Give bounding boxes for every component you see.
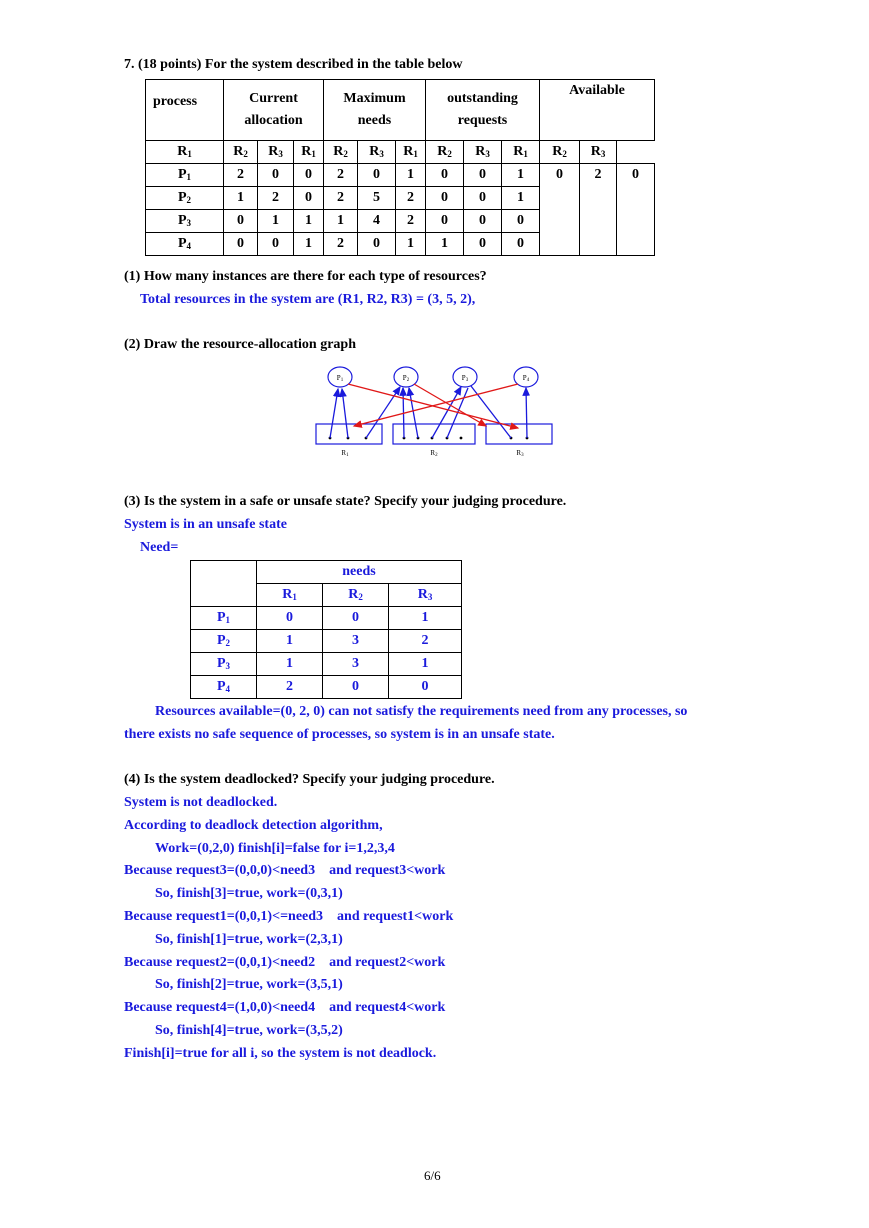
allocation-header: Current allocation xyxy=(224,80,324,141)
q4-line: Because request4=(1,0,0)<need4 and request4<work xyxy=(124,1000,446,1016)
max-need-cell: 2 xyxy=(324,164,358,187)
max-need-cell: 5 xyxy=(358,187,396,210)
request-cell: 1 xyxy=(502,187,540,210)
allocation-cell: 0 xyxy=(258,233,294,256)
process-cell: $P_4$ xyxy=(146,233,224,256)
resource-col-header: $R_2$ xyxy=(540,141,580,164)
assignment-edges xyxy=(330,386,527,438)
process-header: process xyxy=(146,80,224,141)
process-label-p4: P4 xyxy=(522,374,530,383)
max-needs-header: Maximum needs xyxy=(324,80,426,141)
allocation-cell: 1 xyxy=(224,187,258,210)
request-cell: 0 xyxy=(464,187,502,210)
need-process-cell: $P_3$ xyxy=(191,653,257,676)
resource-instances xyxy=(329,437,529,440)
need-value-cell: 1 xyxy=(257,630,323,653)
question-heading: 7. (18 points) For the system described in the table below xyxy=(124,57,463,72)
resource-col-header: $R_1$ xyxy=(146,141,224,164)
need-value-cell: 2 xyxy=(257,676,323,699)
resource-col-header: $R_3$ xyxy=(464,141,502,164)
need-value-cell: 0 xyxy=(389,676,462,699)
need-label: Need= xyxy=(140,540,179,555)
requests-header: outstanding requests xyxy=(426,80,540,141)
q4-line: Because request2=(0,0,1)<need2 and request2<work xyxy=(124,954,446,970)
need-value-cell: 3 xyxy=(323,630,389,653)
resource-label-r3: R3 xyxy=(516,449,524,458)
resource-label-r2: R2 xyxy=(430,449,438,458)
need-resource-header: $R_3$ xyxy=(389,584,462,607)
table-row xyxy=(191,653,462,676)
need-value-cell: 1 xyxy=(257,653,323,676)
q4-line: Because request1=(0,0,1)<=need3 and request1<work xyxy=(124,909,454,924)
allocation-cell: 1 xyxy=(294,210,324,233)
available-header: Available xyxy=(540,80,655,141)
allocation-cell: 0 xyxy=(294,187,324,210)
max-need-cell: 2 xyxy=(396,210,426,233)
allocation-cell: 1 xyxy=(258,210,294,233)
request-cell: 0 xyxy=(502,210,540,233)
need-process-cell: $P_1$ xyxy=(191,607,257,630)
table-row xyxy=(191,630,462,653)
max-need-cell: 4 xyxy=(358,210,396,233)
request-cell: 0 xyxy=(464,210,502,233)
resource-col-header: $R_1$ xyxy=(294,141,324,164)
need-process-cell: $P_4$ xyxy=(191,676,257,699)
resource-col-header: $R_1$ xyxy=(396,141,426,164)
max-need-cell: 2 xyxy=(324,233,358,256)
resource-col-header: $R_2$ xyxy=(224,141,258,164)
allocation-table xyxy=(145,79,655,256)
request-cell: 0 xyxy=(426,187,464,210)
q4-line: So, finish[3]=true, work=(0,3,1) xyxy=(155,886,343,902)
need-value-cell: 3 xyxy=(323,653,389,676)
table-row xyxy=(191,676,462,699)
request-cell: 0 xyxy=(502,233,540,256)
q2-question: (2) Draw the resource-allocation graph xyxy=(124,337,356,352)
q4-line: According to deadlock detection algorithm, xyxy=(124,817,383,833)
q3-answer: System is in an unsafe state xyxy=(124,517,287,532)
q3-question: (3) Is the system in a safe or unsafe state? Specify your judging procedure. xyxy=(124,494,567,509)
allocation-cell: 0 xyxy=(224,210,258,233)
max-need-cell: 1 xyxy=(396,164,426,187)
request-cell: 0 xyxy=(464,233,502,256)
q3-explanation-2: there exists no safe sequence of processes, so system is in an unsafe state. xyxy=(124,727,555,742)
q1-answer: Total resources in the system are (R1, R2, R3) = (3, 5, 2), xyxy=(140,292,476,307)
need-resource-header: $R_2$ xyxy=(323,584,389,607)
need-corner-cell xyxy=(191,561,257,607)
q1-question: (1) How many instances are there for each type of resources? xyxy=(124,269,487,284)
resource-col-header: $R_3$ xyxy=(580,141,617,164)
q4-line: System is not deadlocked. xyxy=(124,795,278,810)
request-edges xyxy=(348,384,518,428)
need-value-cell: 1 xyxy=(389,653,462,676)
allocation-cell: 2 xyxy=(258,187,294,210)
process-cell: $P_3$ xyxy=(146,210,224,233)
process-cell: $P_1$ xyxy=(146,164,224,187)
resource-col-header: $R_2$ xyxy=(426,141,464,164)
need-value-cell: 1 xyxy=(389,607,462,630)
q4-line: So, finish[1]=true, work=(2,3,1) xyxy=(155,931,343,947)
request-cell: 1 xyxy=(502,164,540,187)
max-need-cell: 1 xyxy=(396,233,426,256)
available-cell: 0 xyxy=(540,164,580,256)
request-cell: 0 xyxy=(464,164,502,187)
process-label-p3: P3 xyxy=(461,374,469,383)
resource-col-header: $R_3$ xyxy=(358,141,396,164)
available-cell: 2 xyxy=(580,164,617,256)
allocation-cell: 0 xyxy=(294,164,324,187)
q4-line: Because request3=(0,0,0)<need3 and request3<work xyxy=(124,863,446,879)
request-cell: 0 xyxy=(426,164,464,187)
table-row xyxy=(191,607,462,630)
max-need-cell: 0 xyxy=(358,164,396,187)
need-table xyxy=(190,560,462,699)
need-process-cell: $P_2$ xyxy=(191,630,257,653)
q4-line: So, finish[4]=true, work=(3,5,2) xyxy=(155,1023,343,1038)
q4-line: Work=(0,2,0) finish[i]=false for i=1,2,3,4 xyxy=(155,840,395,856)
q3-explanation-1: Resources available=(0, 2, 0) can not satisfy the requirements need from any processes, so xyxy=(155,704,688,719)
process-node-p3 xyxy=(453,367,477,387)
need-resource-header: $R_1$ xyxy=(257,584,323,607)
resource-box-r3 xyxy=(486,424,552,444)
page-number: 6/6 xyxy=(424,1168,441,1183)
available-cell: 0 xyxy=(617,164,655,256)
resource-allocation-graph xyxy=(300,358,570,468)
need-header: needs xyxy=(257,561,462,584)
table-row xyxy=(146,164,655,187)
allocation-cell: 0 xyxy=(258,164,294,187)
need-value-cell: 0 xyxy=(323,676,389,699)
resource-box-r1 xyxy=(316,424,382,444)
process-label-p2: P2 xyxy=(402,374,410,383)
request-cell: 0 xyxy=(426,210,464,233)
resource-col-header: $R_3$ xyxy=(258,141,294,164)
process-label-p1: P1 xyxy=(336,374,344,383)
need-value-cell: 0 xyxy=(257,607,323,630)
q4-line: Finish[i]=true for all i, so the system is not deadlock. xyxy=(124,1045,437,1061)
need-value-cell: 0 xyxy=(323,607,389,630)
max-need-cell: 0 xyxy=(358,233,396,256)
max-need-cell: 2 xyxy=(324,187,358,210)
max-need-cell: 1 xyxy=(324,210,358,233)
resource-col-header: $R_2$ xyxy=(324,141,358,164)
max-need-cell: 2 xyxy=(396,187,426,210)
allocation-cell: 0 xyxy=(224,233,258,256)
allocation-cell: 1 xyxy=(294,233,324,256)
allocation-cell: 2 xyxy=(224,164,258,187)
q4-line: So, finish[2]=true, work=(3,5,1) xyxy=(155,977,343,993)
request-cell: 1 xyxy=(426,233,464,256)
process-cell: $P_2$ xyxy=(146,187,224,210)
resource-col-header: $R_1$ xyxy=(502,141,540,164)
q4-question: (4) Is the system deadlocked? Specify your judging procedure. xyxy=(124,772,495,787)
need-value-cell: 2 xyxy=(389,630,462,653)
resource-label-r1: R1 xyxy=(341,449,349,458)
